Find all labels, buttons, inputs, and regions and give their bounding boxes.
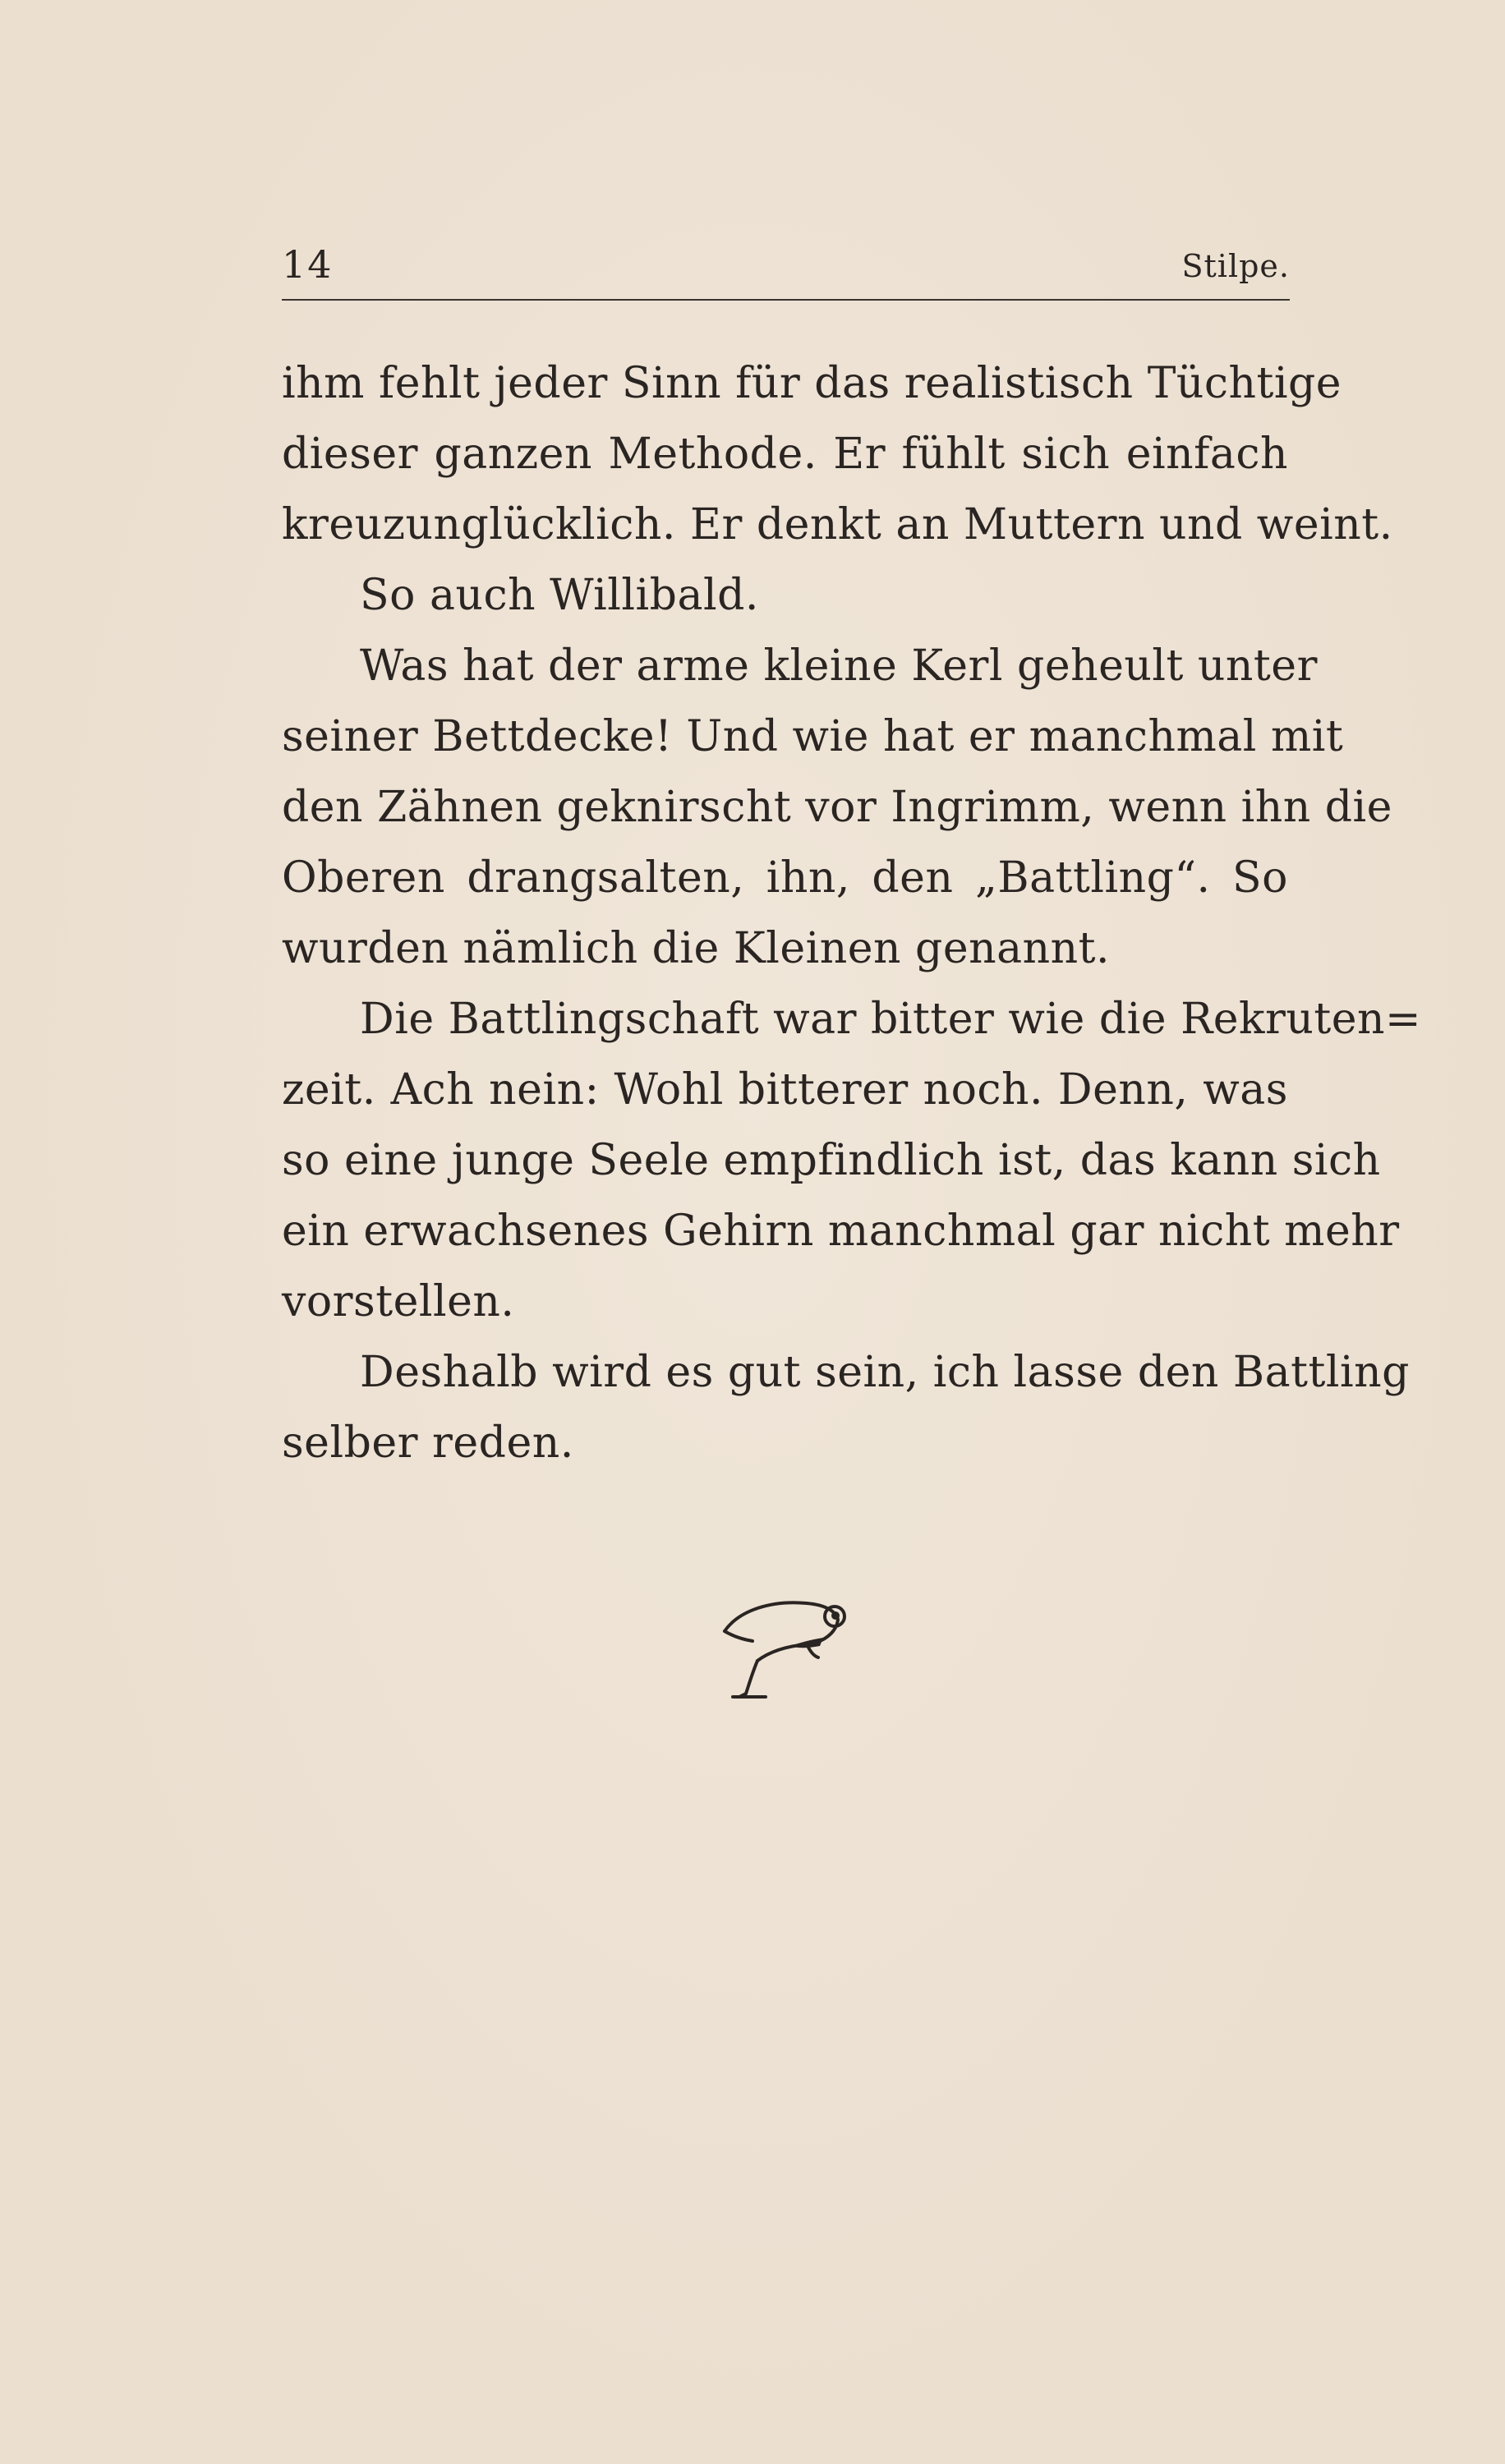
page-number: 14	[282, 242, 334, 287]
body-text	[282, 348, 1422, 1478]
text-line: So auch Willibald.	[360, 571, 759, 620]
text-line: dieser ganzen Methode. Er fühlt sich einfach	[282, 430, 1288, 479]
text-line: Oberen drangsalten, ihn, den „Battling“. So	[282, 853, 1288, 903]
bird-vignette-icon	[715, 1592, 854, 1703]
text-line: kreuzunglücklich. Er denkt an Muttern und weint.	[282, 500, 1393, 549]
text-line: ein erwachsenes Gehirn manchmal gar nicht mehr	[282, 1207, 1400, 1256]
header-rule	[282, 299, 1290, 301]
text-line: ihm fehlt jeder Sinn für das realistisch Tüchtige	[282, 359, 1342, 408]
text-line: zeit. Ach nein: Wohl bitterer noch. Denn, was	[282, 1065, 1288, 1115]
text-line: vorstellen.	[282, 1277, 515, 1326]
running-title: Stilpe.	[1181, 248, 1290, 284]
page-header	[282, 240, 1290, 297]
text-line: seiner Bettdecke! Und wie hat er manchmal mit	[282, 712, 1344, 761]
text-line: Was hat der arme kleine Kerl geheult unter	[360, 641, 1318, 691]
text-line: wurden nämlich die Kleinen genannt.	[282, 924, 1110, 973]
text-line: Die Battlingschaft war bitter wie die Rekruten=	[360, 995, 1422, 1044]
text-line: den Zähnen geknirscht vor Ingrimm, wenn ihn die	[282, 783, 1392, 832]
text-line: Deshalb wird es gut sein, ich lasse den Battling	[360, 1348, 1410, 1397]
text-line: selber reden.	[282, 1418, 574, 1468]
text-line: so eine junge Seele empfindlich ist, das kann sich	[282, 1136, 1381, 1185]
